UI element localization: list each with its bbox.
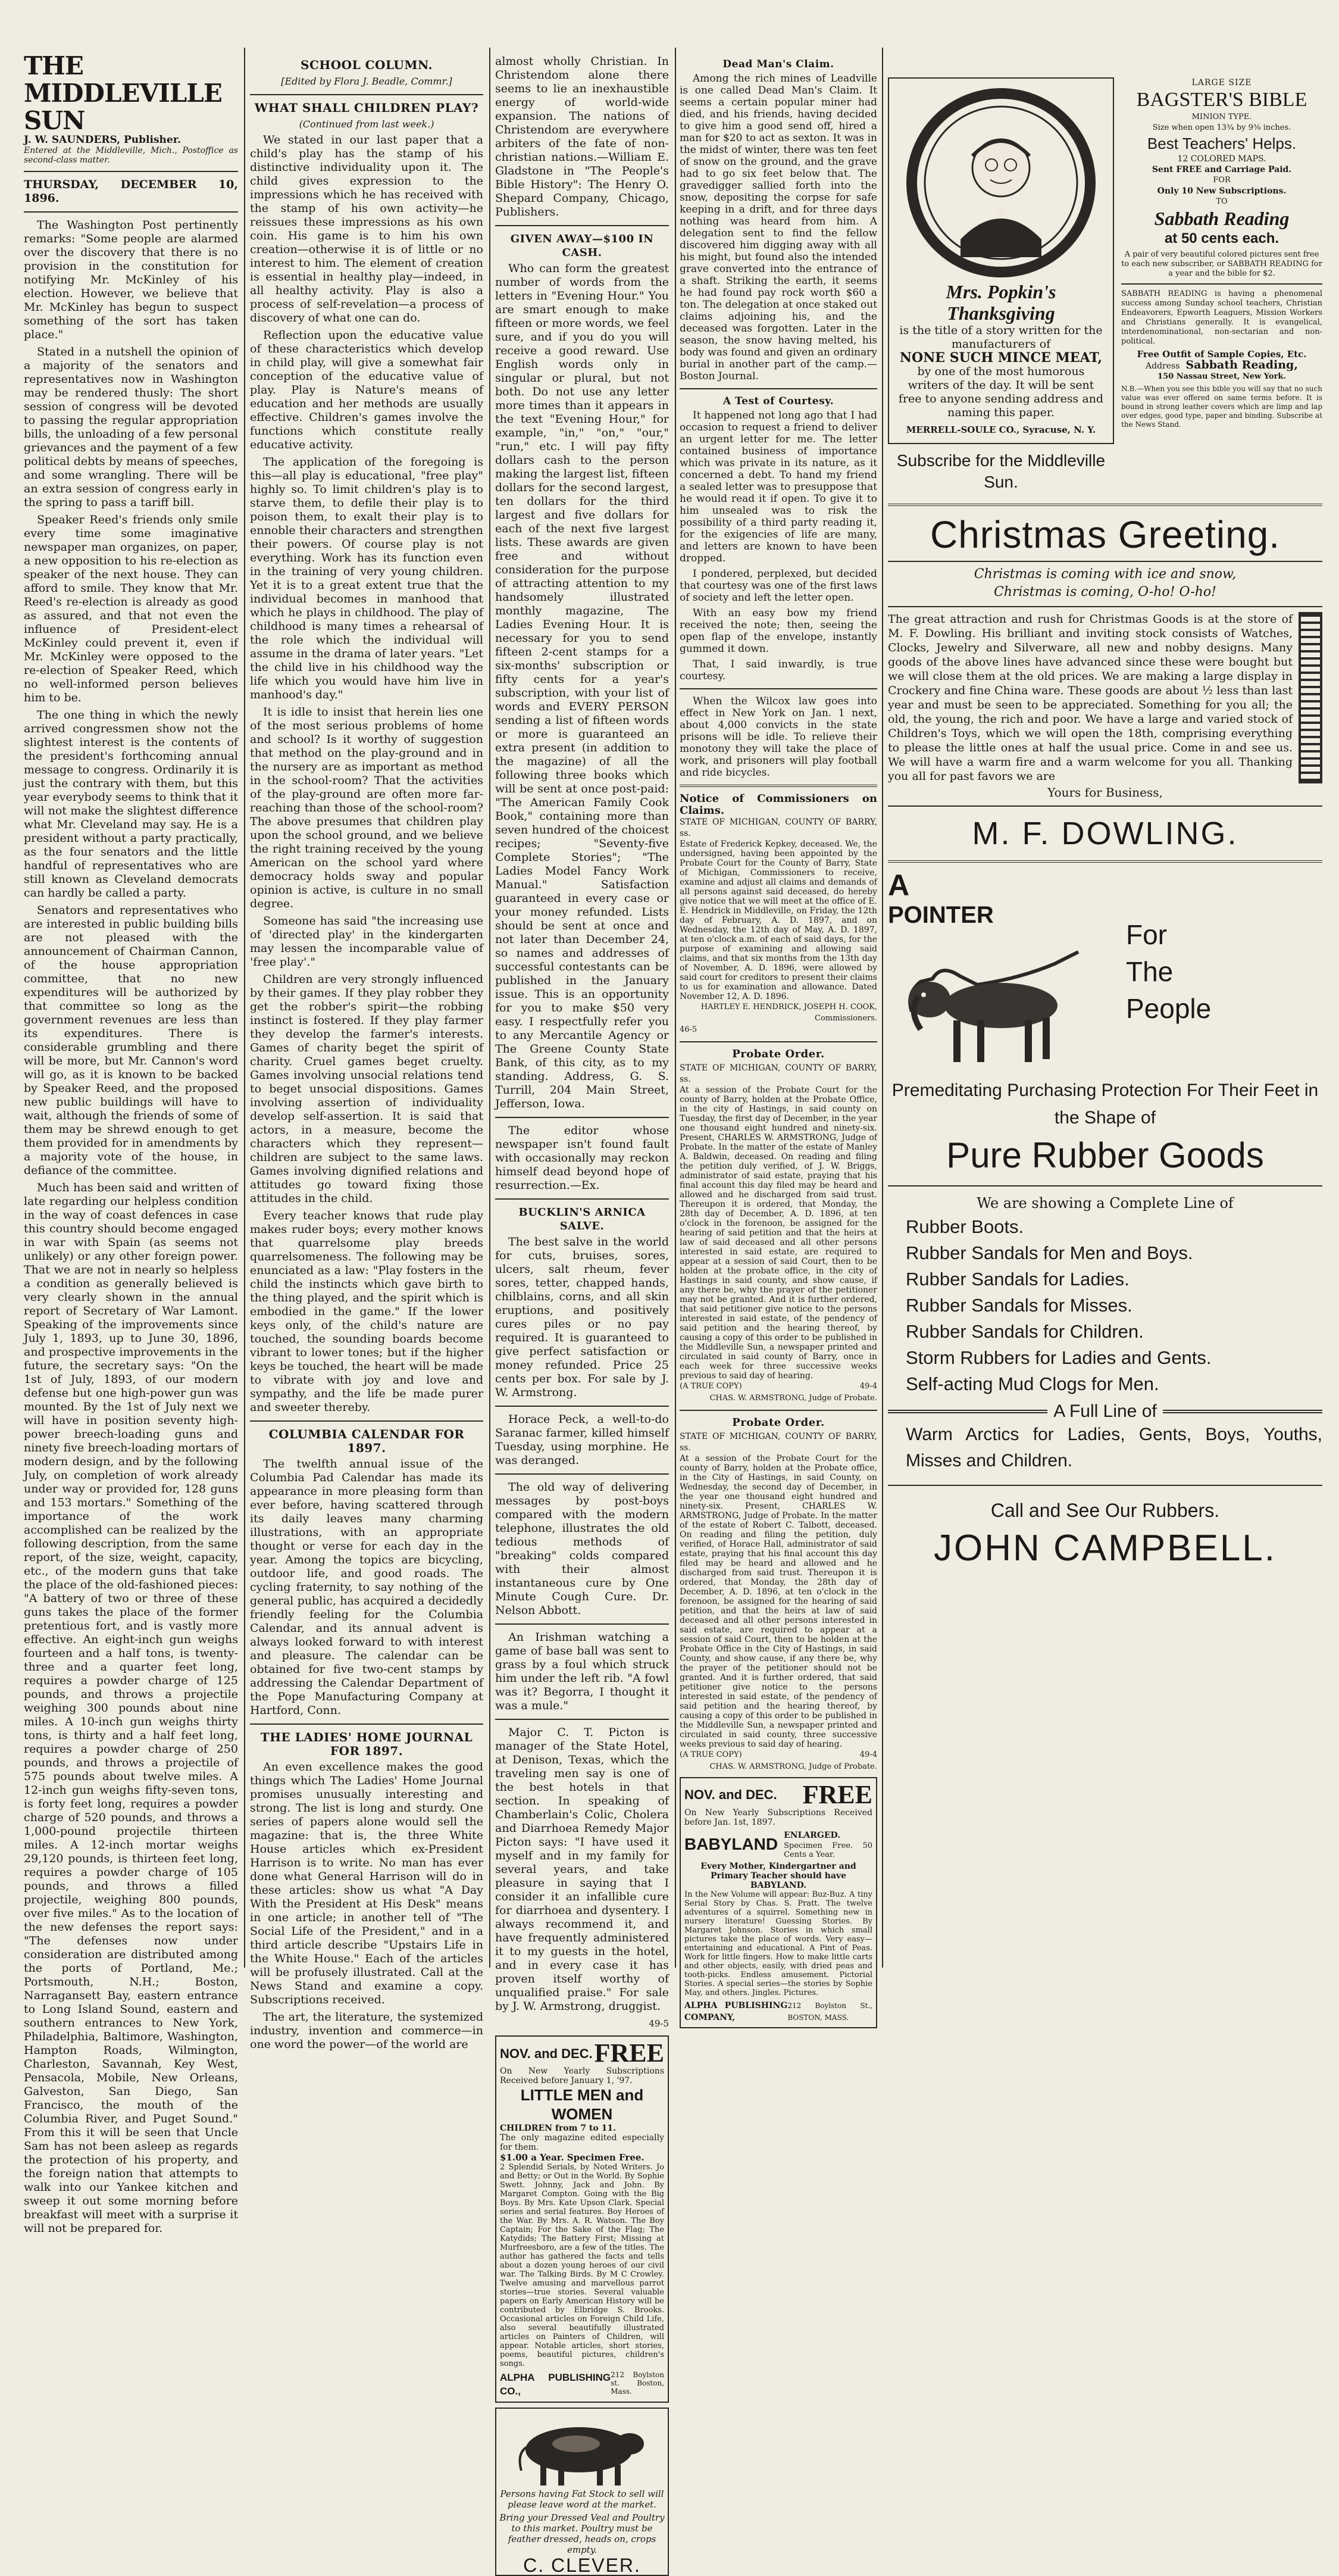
pointer-the: The [1126, 956, 1174, 987]
dead-man-heading: Dead Man's Claim. [722, 58, 834, 70]
bagster-outfit: Free Outfit of Sample Copies, Etc. [1137, 349, 1307, 360]
list-item: Rubber Sandals for Men and Boys. [906, 1242, 1193, 1263]
paragraph: The Washington Post pertinently remarks: "Some people are alarmed over the discovery that there is no provision in the constitution for notifying Mr. McKinley of his election. However, we believe that Mr. McKinley has begun to suspect something of the sort has taken place." [24, 218, 238, 341]
probate-code: 49-4 [859, 1750, 877, 1759]
paragraph: Senators and representatives who are interested in public building bills are not pleased with the announcement of Chairman Cannon, of the house appropriation committee, that no new expenditures will be authorized by that committee so long as the government revenues are less than its expenditures. There is considerable grumbling and there will be more, but Mr. Cannon's word will go, as it is known to be backed by Speaker Reed, and the proposed new public buildings will have to wait, although the friends of some of them may be shrewd enough to get them provided for in amendments by a majority vote of the house, in defiance of the committee. [24, 904, 238, 1177]
column-5 [888, 77, 1322, 1991]
ad-title: BABYLAND [684, 1835, 778, 1853]
true-copy: (A TRUE COPY) [680, 1382, 742, 1391]
list-item: Rubber Sandals for Ladies. [906, 1269, 1130, 1289]
free-label: FREE [802, 1780, 872, 1809]
ad-head: NOV. and DEC. [684, 1787, 777, 1802]
ad-spec: Specimen Free. 50 Cents a Year. [784, 1841, 872, 1859]
column-4 [680, 55, 877, 2022]
school-column-heading: SCHOOL COLUMN. [301, 58, 433, 72]
rubber-items-list [888, 1214, 1322, 1397]
ox-illustration [499, 2411, 659, 2488]
notice-body: Estate of Frederick Kepkey, deceased. We, the undersigned, having been appointed by the Probate Court for the County of Barry, State of Michigan, Commissioners to receive, examine and adjust all claims and demands of all persons against said deceased, do hereby give notice that we will meet at the office of E. E. Hendrick in Middleville, on Friday, the 12th day of February, A. D. 1897, and on Wednesday, the 12th day of May, A. D. 1897, at ten o'clock a.m. of each of said days, for the purpose of examining and allowing said claims, and that six months from the 13th day of November, A. D. 1896, were allowed by said court for creditors to present their claims to us for examination and allowance. Dated November 12, A. D. 1896. [680, 839, 877, 1001]
probate-state: STATE OF MICHIGAN, COUNTY OF BARRY, ss. [680, 1432, 877, 1453]
clever-line1: Persons having Fat Stock to sell will please leave word at the market. [500, 2488, 664, 2510]
paragraph: We stated in our last paper that a child's play has the stamp of his distinctive individuality upon it. The child gives expression to the impressions which he has received with the stamp of his own activity—he reissues these impressions as his own coin. His game is to him his own creation—otherwise it is of little or no interest to him. The element of creation is essential in healthy play—indeed, in all healthy activity. Play is also a process of self-revelation—a process of discovery of what one can do. [250, 133, 483, 324]
popkins-title: Mrs. Popkin's Thanksgiving [946, 281, 1056, 324]
christmas-body: The great attraction and rush for Christmas Goods is at the store of M. F. Dowling. His brilliant and inviting stock consists of Watches, Clocks, Jewelry and Silverware, all new and nobby designs. Many goods of the above lines have advanced since these were bought but we will close them at the old prices. We are making a large display in Crockery and fine China ware. These goods are about ½ less than last year and must be seen to be appreciated. Something for you all; the old, the young, the rich and poor. We have a large and varied stock of Children's Toys, which we will open the 18th, comprising everything to please the little ones at half the usual price. Come in and see us. We will have a warm fire and a warm welcome for you all. Thanking you all for past favors we are [888, 613, 1293, 783]
popkins-ad [888, 77, 1114, 444]
calendar-heading: COLUMBIA CALENDAR FOR 1897. [268, 1427, 465, 1455]
paragraph: It happened not long ago that I had occasion to request a friend to deliver an urgent letter for me. The letter contained business of importance which was private in its nature, as it concerned a debt. To hand my friend a sealed letter was to presuppose that he would read it if open. To give it to him unsealed was to risk the possibility of a third party reading it, for the exigencies of life are many, and letters are known to have been dropped. [680, 410, 877, 564]
premeditating-line: Premeditating Purchasing Protection For Their Feet in the Shape of [891, 1081, 1319, 1128]
editorial-paragraphs [24, 218, 238, 2235]
paragraph: It is idle to insist that herein lies one of the most serious problems of home and school? Is it worthy of suggestion that method on the play-ground and in the nursery are as important as method in the school-room? That the activities of the play-ground are often more far-reaching than those of the school-room? The above presumes that children play upon the school ground, and we believe the right training received by the young American on the school yard where democracy holds sway and popular opinion is active, is culture in no small degree. [250, 705, 483, 910]
pointer-people: People [1126, 993, 1212, 1024]
column-3 [495, 55, 669, 2576]
notice-heading: Notice of Commissioners on Claims. [680, 792, 877, 817]
probate-state: STATE OF MICHIGAN, COUNTY OF BARRY, ss. [680, 1063, 877, 1084]
christmas-close: Yours for Business, [1047, 785, 1163, 800]
ad-enlarged: ENLARGED. [784, 1831, 841, 1840]
clever-market-ad [495, 2408, 669, 2576]
ad-code: 49-5 [649, 2018, 669, 2029]
bagster-note: N.B.—When you see this bible you will say that no such value was ever offered on same terms before. It is bound in strong leather covers which are limp and lap over edges, good type, paper and binding. Subscribe at the News Stand. [1121, 385, 1322, 429]
paragraph: The application of the foregoing is this—all play is educational, "free play" highly so. To limit children's play is to starve them, to defile their play is to poison them, to exalt their play is to ennoble their characters and strengthen their powers. Of course play is not everything. Work has its function even in the training of very young children. Yet it is to a great extent true that the individual becomes in manhood that which he plays in childhood. The play of childhood is many times a rehearsal of the role which the individual will assume in the drama of later years. "Let the child live in his childhood way the life which you would have him live in manhood's day." [250, 455, 483, 701]
pointer-for: For [1126, 919, 1167, 950]
free-label: FREE [594, 2038, 664, 2068]
ad-for: CHILDREN from 7 to 11. [500, 2124, 616, 2133]
popkins-line1: is the title of a story written for the manufacturers of [899, 324, 1103, 351]
paragraph: That, I said inwardly, is true courtesy. [680, 658, 877, 682]
ornament-rule [888, 1410, 1047, 1413]
bagster-only: Only 10 New Subscriptions. [1157, 186, 1287, 196]
school-editor: [Edited by Flora J. Beadle, Commr.] [281, 76, 452, 87]
ad-sub: On New Yearly Subscriptions Received before January 1, '97. [500, 2066, 664, 2085]
probate-heading: Probate Order. [732, 1416, 825, 1429]
campbell-name: JOHN CAMPBELL. [933, 1528, 1277, 1569]
ornament-rule [1163, 1410, 1322, 1413]
column-rule [244, 48, 245, 1968]
probate-body: At a session of the Probate Court for the county of Barry, holden at the Probate Office, in the city of Hastings, in said county on Tuesday, the first day of December, in the year one thousand eight hundred and ninety-six. Present, CHARLES W. ARMSTRONG, Judge of Probate. In the matter of the estate of Manley A. Baldwin, deceased. On reading and filing the petition duly verified, of J. W. Briggs, administrator of said estate, praying that his final account this day filed may be heard and allowed and he discharged from said trust. Thereupon it is ordered, that Monday, the 28th day of December, A. D. 1896, at ten o'clock in the forenoon, be assigned for the hearing of said petition and that the heirs at law of said deceased and all other persons interested in said estate, are required to appear at a session of said Court, then to be holden at the probate office, in the city of Hastings in said county, and show cause, if any there be, why the prayer of the petitioner may not be granted. And it is further ordered, that said petitioner give notice to the persons interested in said estate, of the pendency of said petition and the hearing thereof, by causing a copy of this order to be published in the Middleville Sun, a newspaper printed and circulated in said county of Barry, once in each week for three successive weeks previous to said day of hearing. [680, 1085, 877, 1381]
bagster-top: LARGE SIZE [1191, 78, 1252, 88]
paragraph: An Irishman watching a game of base ball was sent to grass by a foul which struck him under the left rib. "A fowl was it? Begorra, I thought it was a mule." [495, 1631, 669, 1712]
pointer-dog-illustration [888, 928, 1102, 1071]
ad-title: LITTLE MEN and WOMEN [520, 2086, 644, 2123]
bagster-sent: Sent FREE and Carriage Paid. [1152, 165, 1292, 174]
bagster-pair: A pair of very beautiful colored pictures sent free to each new subscriber, or SABBATH READING for a year and the bible for $2. [1121, 250, 1322, 278]
paragraph: I pondered, perplexed, but decided that courtesy was one of the first laws of society and left the letter open. [680, 568, 877, 604]
paragraph: The one thing in which the newly arrived congressmen show not the slightest interest is the contents of the president's forthcoming annual message to congress. Ordinarily it is just the contrary with them, but this year everybody seems to think that it will not make the slightest difference what Mr. Cleveland may say. He is a president without a party practically, as the four senators and the little handful of representatives who are still known as Cleveland democrats can hardly be called a party. [24, 708, 238, 900]
issue-date: THURSDAY, DECEMBER 10, 1896. [24, 178, 238, 205]
entry-note: Entered at the Middleville, Mich., Postoffice as second-class matter. [24, 146, 238, 165]
bagster-bible-ad [1121, 77, 1322, 444]
ad-desc: The only magazine edited especially for them. [500, 2133, 664, 2152]
paragraph: Speaker Reed's friends only smile every time some imaginative newspaper man organizes, on paper, a new opposition to his re-election as speaker of the next house. They can afford to smile. They know that Mr. Reed's re-election is already as good as assured, and that not even the influence of President-elect McKinley could prevent it, even if Mr. McKinley were opposed to the re-election of Speaker Reed, which no well-informed person believes him to be. [24, 513, 238, 704]
continued-note: (Continued from last week.) [299, 118, 434, 130]
arnica-heading: BUCKLIN'S ARNICA SALVE. [518, 1206, 646, 1232]
column-rule [489, 48, 490, 1968]
bagster-address-label: Address [1146, 361, 1180, 371]
notice-state: STATE OF MICHIGAN, COUNTY OF BARRY, ss. [680, 817, 877, 838]
popkins-line2: by one of the most humorous writers of the day. It will be sent free to anyone sending address and naming this paper. [898, 365, 1104, 419]
paragraph: Major C. T. Picton is manager of the State Hotel, at Denison, Texas, which the traveling men say is one of the best hotels in that section. In speaking of Chamberlain's Colic, Cholera and Diarrhoea Remedy Major Picton says: "I have used it myself and in my family for several years, and take pleasure in saying that I consider it an infallible cure for diarrhoea and dysentery. I always recommend it, and have frequently administered it to my guests in the hotel, and in every case it has proven itself worthy of unqualified praise." For sale by J. W. Armstrong, druggist. [495, 1726, 669, 2013]
probate-body: At a session of the Probate Court for the county of Barry, holden at the Probate office, in the City of Hastings, in said County, on Wednesday, the second day of December, in the year one thousand eight hundred and ninety-six. Present, CHARLES W. ARMSTRONG, Judge of Probate. In the matter of the estate of Robert C. Talbott, deceased. On reading and filing the petition, duly verified, of Horace Hall, administrator of said estate, praying that his final account this day filed may be heard and allowed and he discharged from said trust. Thereupon it is ordered, that Monday, the 28th day of December, A. D. 1896, at ten o'clock in the forenoon, be assigned for the hearing of said petition, and that the heirs at law of said deceased and all other persons interested in said estate, are required to appear at a session of said Court, then to be holden at the Probate Office in the City of Hastings, in said County, and show cause, if any there be, why the prayer of the petitioner should not be granted. And it is further ordered, that said petitioner give notice to the persons interested in said estate, of the pendency of said petition and the hearing thereof, by causing a copy of this order to be published in the Middleville Sun, a newspaper printed and circulated in said county, three successive weeks previous to said day of hearing. [680, 1454, 877, 1749]
courtesy-heading: A Test of Courtesy. [722, 395, 834, 407]
paragraph: Reflection upon the educative value of these characteristics which develop in child play, will give a somewhat fair conception of the educative value of play. Play is Nature's means of education and her methods are usually effective. Children's games involve the functions which constitute really educative activity. [250, 329, 483, 451]
pointer-word: POINTER [888, 902, 994, 928]
paragraph: The art, the literature, the systemized industry, invention and commerce—in one word the power—of the world are [250, 2010, 483, 2051]
christmas-greeting-ad [888, 512, 1322, 854]
rubber-goods-ad [888, 869, 1322, 1573]
ad-price: $1.00 a Year. Specimen Free. [500, 2152, 645, 2163]
column-1 [24, 51, 238, 2235]
dowling-name: M. F. DOWLING. [972, 816, 1238, 851]
babyland-ad [680, 1777, 877, 2028]
notice-signers: HARTLEY E. HENDRICK, JOSEPH H. COOK, Commissioners. [700, 1003, 877, 1023]
subscribe-notice: Subscribe for the Middleville Sun. [896, 451, 1106, 491]
little-men-women-ad [495, 2035, 669, 2403]
list-item: Rubber Sandals for Children. [906, 1321, 1144, 1342]
bagster-helps: Best Teachers' Helps. [1147, 135, 1297, 152]
arctics-line: Warm Arctics for Ladies, Gents, Boys, Youths, Misses and Children. [906, 1425, 1322, 1470]
column-rule [882, 48, 883, 1968]
paragraph: The old way of delivering messages by post-boys compared with the modern telephone, illustrates the old tedious methods of "breaking" colds compared with their almost instantaneous cure by One Minute Cough Cure. Dr. Nelson Abbott. [495, 1481, 669, 1617]
paragraph: Someone has said "the increasing use of 'directed play' in the kindergarten may lessen the incomparable value of 'free play'." [250, 914, 483, 969]
paragraph: Every teacher knows that rude play makes ruder boys; every mother knows that quarrelsome play breeds quarrelsomeness. The following may be enunciated as a law: "Play fosters in the child the instincts which gave birth to the thing played, and the spirit which is embodied in the game." If the lower keys only, of the child's nature are touched, the sounding boards become vibrant to lower tones; but if the higher keys be touched, the heart will be made to vibrate with joy and love and sympathy, and the life be made purer and sweeter thereby. [250, 1209, 483, 1414]
bagster-type: MINION TYPE. [1191, 113, 1252, 121]
paragraph: The editor whose newspaper isn't found fault with occasionally may reckon himself dead beyond hope of resurrection.—Ex. [495, 1124, 669, 1192]
true-copy: (A TRUE COPY) [680, 1750, 742, 1759]
paragraph: Who can form the greatest number of words from the letters in "Evening Hour." You are smart enough to make fifteen or more words, we feel sure, and if you do you will receive a good reward. Use English words only in singular or plural, but not both. Do not use any letter more times than it appears in the text "Evening Hour," for example, "in," "on," "our," "run," etc. I will pay fifty dollars cash to the person making the largest list, fifteen dollars for the second largest, ten dollars for the third largest and five dollars for each of the next five largest lists. These awards are given free and without consideration for the purpose of attracting attention to my handsomely illustrated monthly magazine, The Ladies Evening Hour. It is necessary for you to send fifteen 2-cent stamps for a six-months' subscription or fifty cents for a year's subscription, with your list of words and EVERY PERSON sending a list of fifteen words or more is guaranteed an extra present (in addition to the magazine) of all the following three books which will be sent at once post-paid: "The American Family Cook Book," containing more than seven hundred of the choicest recipes; "Seventy-five Complete Stories"; "The Ladies Model Fancy Work Manual." Satisfaction guaranteed in every case or your money refunded. Lists should be sent at once and not later than December 24, so names and addresses of successful contestants can be published in the January issue. This is an opportunity for you to make $50 very easy. I respectfully refer you to any Mercantile Agency or The Greene County State Bank, of this city, as to my standing. Address, G. S. Turrill, 204 Main Street, Jefferson, Iowa. [495, 262, 669, 1110]
bagster-price: at 50 cents each. [1164, 230, 1279, 246]
bagster-to: TO [1216, 197, 1228, 206]
paragraph: almost wholly Christian. In Christendom alone there seems to lie an inexhaustible energy of world-wide expansion. The nations of Christendom are everywhere arbiters of the fate of non-christian nations.—William E. Gladstone in "The People's Bible History": The Henry O. Shepard Company, Chicago, Publishers. [495, 55, 669, 218]
ad-tag: Every Mother, Kindergartner and Primary Teacher should have BABYLAND. [700, 1862, 856, 1890]
ad-body: In the New Volume will appear: Buz-Buz. A tiny Serial Story by Chas. S. Pratt. The twelve adventures of a squirrel. Something new in nursery literature! Guessing Stories. By Margaret Johnson. Stories in which small pictures take the place of words. Very easy—entertaining and educational. A Pint of Peas. Work for little fingers. How to make little carts and other objects, easily, with dried peas and tooth-picks. Endless amusement. Pictorial Stories. A special series—the stories by Sophie May, and others. Jingles. Pictures. [684, 1890, 872, 1997]
top-ads-row [888, 77, 1322, 444]
popkins-brand: NONE SUCH MINCE MEAT, [899, 350, 1103, 366]
giveaway-heading: GIVEN AWAY—$100 IN CASH. [510, 233, 654, 259]
bagster-maps: 12 COLORED MAPS. [1177, 154, 1266, 164]
masthead-title: THE MIDDLEVILLE SUN [24, 51, 222, 135]
ad-sub: On New Yearly Subscriptions Received before Jan. 1st, 1897. [684, 1808, 872, 1827]
full-line: A Full Line of [1053, 1401, 1157, 1421]
paragraph: Among the rich mines of Leadville is one called Dead Man's Claim. It seems a certain popular miner had died, and his friends, having decided to give him a good send off, hired a man for $20 to act as sexton. It was in the midst of winter, there was ten feet of snow on the ground, and the grave had to go six feet below that. The gravedigger sallied forth into the snow, depositing the corpse for safe keeping in a drift, and for three days nothing was heard from him. A delegation sent to find the fellow discovered him digging away with all his might, but found also the intended grave converted into the entrance of a shaft. Striking the earth, it seems he had found pay rock worth $60 a ton. The delegation at once staked out claims adjoining his, and the deceased was forgotten. Later in the season, the snow having melted, his body was found and given an ordinary burial in another part of the camp.—Boston Journal. [680, 73, 877, 382]
paragraph: The twelfth annual issue of the Columbia Pad Calendar has made its appearance in more pleasing form than ever before, having scattered through its daily leaves many charming illustrations, with an appropriate thought or verse for each day in the year. Among the topics are bicycling, outdoor life, and good roads. The cycling fraternity, to say nothing of the general public, has acquired a decidedly friendly feeling for the Columbia Calendar, and its annual advent is always looked forward to with interest and pleasure. The calendar can be obtained for five two-cent stamps by addressing the Calendar Department of the Pope Manufacturing Company at Hartford, Conn. [250, 1457, 483, 1717]
ad-head: NOV. and DEC. [500, 2046, 593, 2061]
bagster-for: FOR [1213, 176, 1231, 185]
paragraph: An even excellence makes the good things which The Ladies' Home Journal promises unusually interesting and strong. The list is long and sturdy. One series of papers alone would sell the magazine: that is, the three White House articles which ex-President Harrison is to write. No man has ever done what General Harrison will do in these articles: show us what "A Day With the President at His Desk" means in one article; in another tell of "The Social Life of the President," and in a third article describe "Upstairs Life in the White House." Each of the articles will be profusely illustrated. Call at the News Stand and examine a copy. Subscriptions received. [250, 1760, 483, 2006]
bagster-desc: SABBATH READING is having a phenomenal success among Sunday school teachers, Christian Endeavorers, Epworth Leaguers, Mission Workers and Christians generally. It is evangelical, interdenominational, non-sectarian and non-political. [1121, 289, 1322, 346]
bagster-address-street: 150 Nassau Street, New York. [1157, 372, 1286, 381]
notice-code: 46-5 [680, 1025, 697, 1034]
list-item: Rubber Sandals for Misses. [906, 1295, 1132, 1316]
list-item: Storm Rubbers for Ladies and Gents. [906, 1347, 1212, 1368]
pure-rubber-goods: Pure Rubber Goods [946, 1135, 1264, 1175]
paragraph: The best salve in the world for cuts, bruises, sores, ulcers, salt rheum, fever sores, tetter, chapped hands, chilblains, corns, and all skin eruptions, and positively cures piles or no pay required. It is guaranteed to give perfect satisfaction or money refunded. Price 25 cents per box. For sale by J. W. Armstrong. [495, 1235, 669, 1399]
publisher: J. W. SAUNDERS, Publisher. [24, 134, 182, 146]
christmas-poem1: Christmas is coming with ice and snow, [974, 567, 1237, 582]
bagster-title: BAGSTER'S BIBLE [1136, 89, 1307, 111]
probate-code: 49-4 [859, 1382, 877, 1391]
paragraph: With an easy bow my friend received the note; then, seeing the open flap of the envelope, instantly gummed it down. [680, 607, 877, 655]
clever-line2: Bring your Dressed Veal and Poultry to this market. Poultry must be feather dressed, heads on, crops empty. [499, 2512, 665, 2555]
paragraph: Stated in a nutshell the opinion of a majority of the senators and representatives now in Washington may be rendered thusly: The short session of congress will be devoted to passing the regular appropriation bills, the unloading of a few personal grievances and the payment of a few political debts by means of speeches, and some wrangling. There will be an extra session of congress early in the spring to pass a tariff bill. [24, 345, 238, 509]
bagster-size: Size when open 13¾ by 9⅜ inches. [1152, 123, 1291, 132]
mrs-popkins-portrait [895, 85, 1107, 281]
pointer-a: A [888, 869, 910, 902]
paragraph: Horace Peck, a well-to-do Saranac farmer, killed himself Tuesday, using morphine. He was deranged. [495, 1413, 669, 1467]
ad-publisher: ALPHA PUBLISHING CO., [500, 2372, 611, 2397]
call-line: Call and See Our Rubbers. [990, 1500, 1220, 1521]
showing-line: We are showing a Complete Line of [977, 1195, 1234, 1211]
ad-address: 212 Boylston st. Boston, Mass. [611, 2371, 664, 2396]
ad-body: 2 Splendid Serials, by Noted Writers. Jo and Betty; or Out in the World. By Sophie Swett. Johnny, Jack and John. By Margaret Compton. Going with the Big Boys. By Mrs. Kate Upson Clark. Special series and serial features. Boy Heroes of the War. By Mrs. A. R. Watson. The Boy Captain; For the Sake of the Flag; The Katydids; The Battery First; Missing at Murfreesboro, are a few of the titles. The author has gathered the facts and tells about a dozen young heroes of our civil war. The Talking Birds. By M C Crowley. Twelve amusing and marvellous parrot stories—true stories. Several valuable papers on Early American History will be contributed by Elbridge S. Brooks. Occasional articles on Foreign Child Life, also several beautifully illustrated articles on Painters of Children, will appear. Notable articles, short stories, poems, beautiful pictures, children's songs. [500, 2163, 664, 2368]
ad-address: 212 Boylston St., BOSTON, MASS. [787, 2002, 872, 2022]
decorative-border [1299, 612, 1322, 783]
clever-name: C. CLEVER. [523, 2555, 641, 2576]
paragraph: Much has been said and written of late regarding our helpless condition in the way of coast defences in case this country should become engaged in war with Spain (as seems not unlikely) or any other foreign power. That we are not in nearly so helpless a condition as generally believed is very clearly shown in the annual report of Secretary of War Lamont. Speaking of the improvements since July 1, 1893, up to June 30, 1896, and prospective improvements in the future, the secretary says: "On the 1st of July, 1893, of our modern defense but one high-power gun was mounted. By the 1st of July next we will have in position seventy high-power breech-loading guns and ninety five breech-loading mortars of modern design, and by the following July, on completion of work already under way or provided for, 128 guns and 153 mortars." Something of the importance of the work accomplished can be realized by the following description, from the same report, of the size, weight, capacity, etc., of the modern guns that take the place of the old-fashioned pieces: "A battery of two or three of these guns takes the place of the former pretentious fort, and is vastly more effective. An eight-inch gun weighs fourteen and a half tons, is twenty-three and a quarter feet long, requires a powder charge of 125 pounds, and throws a projectile weighing 300 pounds about nine miles. A 10-inch gun weighs thirty tons, is thirty and a half feet long, requires a powder charge of 250 pounds, and throws a projectile of 575 pounds about twelve miles. A 12-inch gun weighs fifty-seven tons, is forty feet long, requires a powder charge of 520 pounds, and throws a 1,000-pound projectile thirteen miles. A 12-inch mortar weighs 29,120 pounds, is thirteen feet long, requires a powder charge of 105 pounds, and throws a filled projectile, weighing 800 pounds, over five miles." As to the location of the new defenses the report says: "The defenses now under consideration are distributed among the ports of Portland, Me.; Portsmouth, N.H.; Boston, Narragansett Bay, eastern entrance to Long Island Sound, eastern and southern entrances to New York, Philadelphia, Baltimore, Washington, Hampton Roads, Wilmington, Charleston, Savannah, Key West, Pensacola, Mobile, New Orleans, Galveston, San Diego, San Francisco, the mouth of the Columbia River, and Puget Sound." From this it will be seen that Uncle Sam has not been asleep as regards the protection of his property, and the foreign nation that attempts to walk into our Yankee kitchen and sweep it out some morning before breakfast will meet with a surprise it will not be prepared for. [24, 1181, 238, 2235]
children-play-heading: WHAT SHALL CHILDREN PLAY? [254, 101, 479, 115]
popkins-company: MERRELL-SOULE CO., Syracuse, N. Y. [906, 424, 1096, 435]
probate-signer: CHAS. W. ARMSTRONG, Judge of Probate. [709, 1762, 877, 1771]
list-item: Rubber Boots. [906, 1216, 1024, 1237]
christmas-poem2: Christmas is coming, O-ho! O-ho! [993, 585, 1217, 599]
list-item: Self-acting Mud Clogs for Men. [906, 1373, 1159, 1394]
paragraph: Children are very strongly influenced by their games. If they play robber they get the robber's spirit—the robbing instinct is fostered. If they play farmer they develop the farmer's interests. Games of charity beget the spirit of charity. Cruel games beget cruelty. Games involving unsocial relations tend to beget unsocial dispositions. Games involving assertion of individuality develop self-assertion. It is said that actors, in a measure, become the characters which they represent—children are subject to the same laws. Games involving dignified relations and attitudes go toward fixing those attitudes in the child. [250, 973, 483, 1205]
journal-heading: THE LADIES' HOME JOURNAL FOR 1897. [260, 1730, 473, 1758]
column-2 [250, 55, 483, 2051]
probate-heading: Probate Order. [732, 1048, 825, 1060]
bagster-address-name: Sabbath Reading, [1185, 358, 1298, 371]
paragraph: When the Wilcox law goes into effect in New York on Jan. 1 next, about 4,000 convicts in the state prisons will be idle. To relieve their monotony they will take the place of work, and prisoners will play football and ride bicycles. [680, 695, 877, 779]
probate-signer: CHAS. W. ARMSTRONG, Judge of Probate. [709, 1394, 877, 1403]
column-rule [675, 48, 676, 1968]
christmas-title: Christmas Greeting. [930, 513, 1281, 556]
ad-publisher: ALPHA PUBLISHING COMPANY, [684, 2001, 788, 2022]
bagster-sabbath: Sabbath Reading [1154, 208, 1290, 229]
